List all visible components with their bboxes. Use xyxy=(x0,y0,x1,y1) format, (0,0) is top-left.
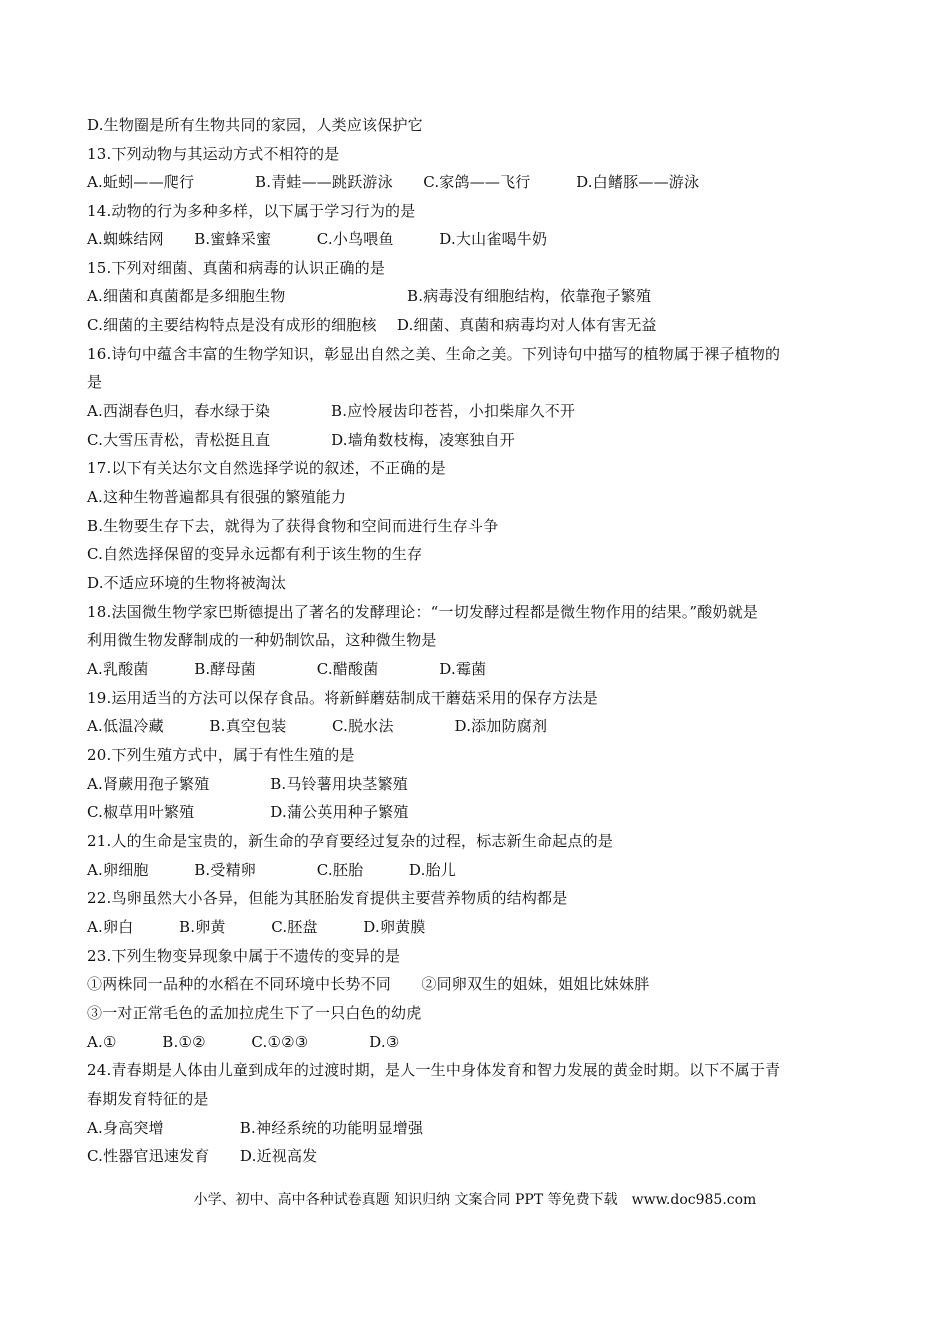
question-18: 18.法国微生物学家巴斯德提出了著名的发酵理论：“一切发酵过程都是微生物作用的结果。”酸奶就是 xyxy=(87,603,759,621)
statement-23-3: ③一对正常毛色的孟加拉虎生下了一只白色的幼虎 xyxy=(87,1004,422,1022)
option-17d: D.不适应环境的生物将被淘汰 xyxy=(87,574,287,592)
question-23: 23.下列生物变异现象中属于不遗传的变异的是 xyxy=(87,947,401,965)
options-13: A.蚯蚓——爬行 B.青蛙——跳跃游泳 C.家鸽——飞行 D.白鳍豚——游泳 xyxy=(87,173,700,191)
question-14: 14.动物的行为多种多样，以下属于学习行为的是 xyxy=(87,202,416,220)
question-19: 19.运用适当的方法可以保存食品。将新鲜蘑菇制成干蘑菇采用的保存方法是 xyxy=(87,689,598,707)
options-23: A.① B.①② C.①②③ D.③ xyxy=(87,1033,400,1051)
question-22: 22.鸟卵虽然大小各异，但能为其胚胎发育提供主要营养物质的结构都是 xyxy=(87,889,568,907)
options-15-ab: A.细菌和真菌都是多细胞生物 B.病毒没有细胞结构，依靠孢子繁殖 xyxy=(87,287,652,305)
question-13: 13.下列动物与其运动方式不相符的是 xyxy=(87,145,340,163)
question-18-cont: 利用微生物发酵制成的一种奶制饮品，这种微生物是 xyxy=(87,631,437,649)
options-18: A.乳酸菌 B.酵母菌 C.醋酸菌 D.霉菌 xyxy=(87,660,487,678)
option-17c: C.自然选择保留的变异永远都有利于该生物的生存 xyxy=(87,545,423,563)
question-24: 24.青春期是人体由儿童到成年的过渡时期，是人一生中身体发育和智力发展的黄金时期。以下不属于青 xyxy=(87,1061,781,1079)
options-15-cd: C.细菌的主要结构特点是没有成形的细胞核 D.细菌、真菌和病毒均对人体有害无益 xyxy=(87,316,657,334)
options-24-ab: A.身高突增 B.神经系统的功能明显增强 xyxy=(87,1119,424,1137)
options-19: A.低温冷藏 B.真空包装 C.脱水法 D.添加防腐剂 xyxy=(87,717,548,735)
options-21: A.卵细胞 B.受精卵 C.胚胎 D.胎儿 xyxy=(87,861,456,879)
options-16-cd: C.大雪压青松，青松挺且直 D.墙角数枝梅，凌寒独自开 xyxy=(87,431,515,449)
page-footer: 小学、初中、高中各种试卷真题 知识归纳 文案合同 PPT 等免费下载 www.doc985.com xyxy=(193,1192,757,1208)
options-24-cd: C.性器官迅速发育 D.近视高发 xyxy=(87,1147,318,1165)
question-15: 15.下列对细菌、真菌和病毒的认识正确的是 xyxy=(87,259,386,277)
options-22: A.卵白 B.卵黄 C.胚盘 D.卵黄膜 xyxy=(87,918,426,936)
question-20: 20.下列生殖方式中，属于有性生殖的是 xyxy=(87,746,355,764)
question-16: 16.诗句中蕴含丰富的生物学知识，彰显出自然之美、生命之美。下列诗句中描写的植物属于裸子植物的 xyxy=(87,345,781,363)
options-20-ab: A.肾蕨用孢子繁殖 B.马铃薯用块茎繁殖 xyxy=(87,775,408,793)
question-24-cont: 春期发育特征的是 xyxy=(87,1090,209,1108)
options-20-cd: C.椒草用叶繁殖 D.蒲公英用种子繁殖 xyxy=(87,803,409,821)
option-17a: A.这种生物普遍都具有很强的繁殖能力 xyxy=(87,488,347,506)
question-16-cont: 是 xyxy=(87,373,103,391)
option-17b: B.生物要生存下去，就得为了获得食物和空间而进行生存斗争 xyxy=(87,517,499,535)
question-21: 21.人的生命是宝贵的，新生命的孕育要经过复杂的过程，标志新生命起点的是 xyxy=(87,832,614,850)
statements-23-12: ①两株同一品种的水稻在不同环境中长势不同 ②同卵双生的姐妹，姐姐比妹妹胖 xyxy=(87,975,650,993)
options-16-ab: A.西湖春色归，春水绿于染 B.应怜屐齿印苍苔，小扣柴扉久不开 xyxy=(87,402,576,420)
options-14: A.蜘蛛结网 B.蜜蜂采蜜 C.小鸟喂鱼 D.大山雀喝牛奶 xyxy=(87,230,548,248)
text-line: D.生物圈是所有生物共同的家园，人类应该保护它 xyxy=(87,116,423,134)
question-17: 17.以下有关达尔文自然选择学说的叙述，不正确的是 xyxy=(87,459,446,477)
